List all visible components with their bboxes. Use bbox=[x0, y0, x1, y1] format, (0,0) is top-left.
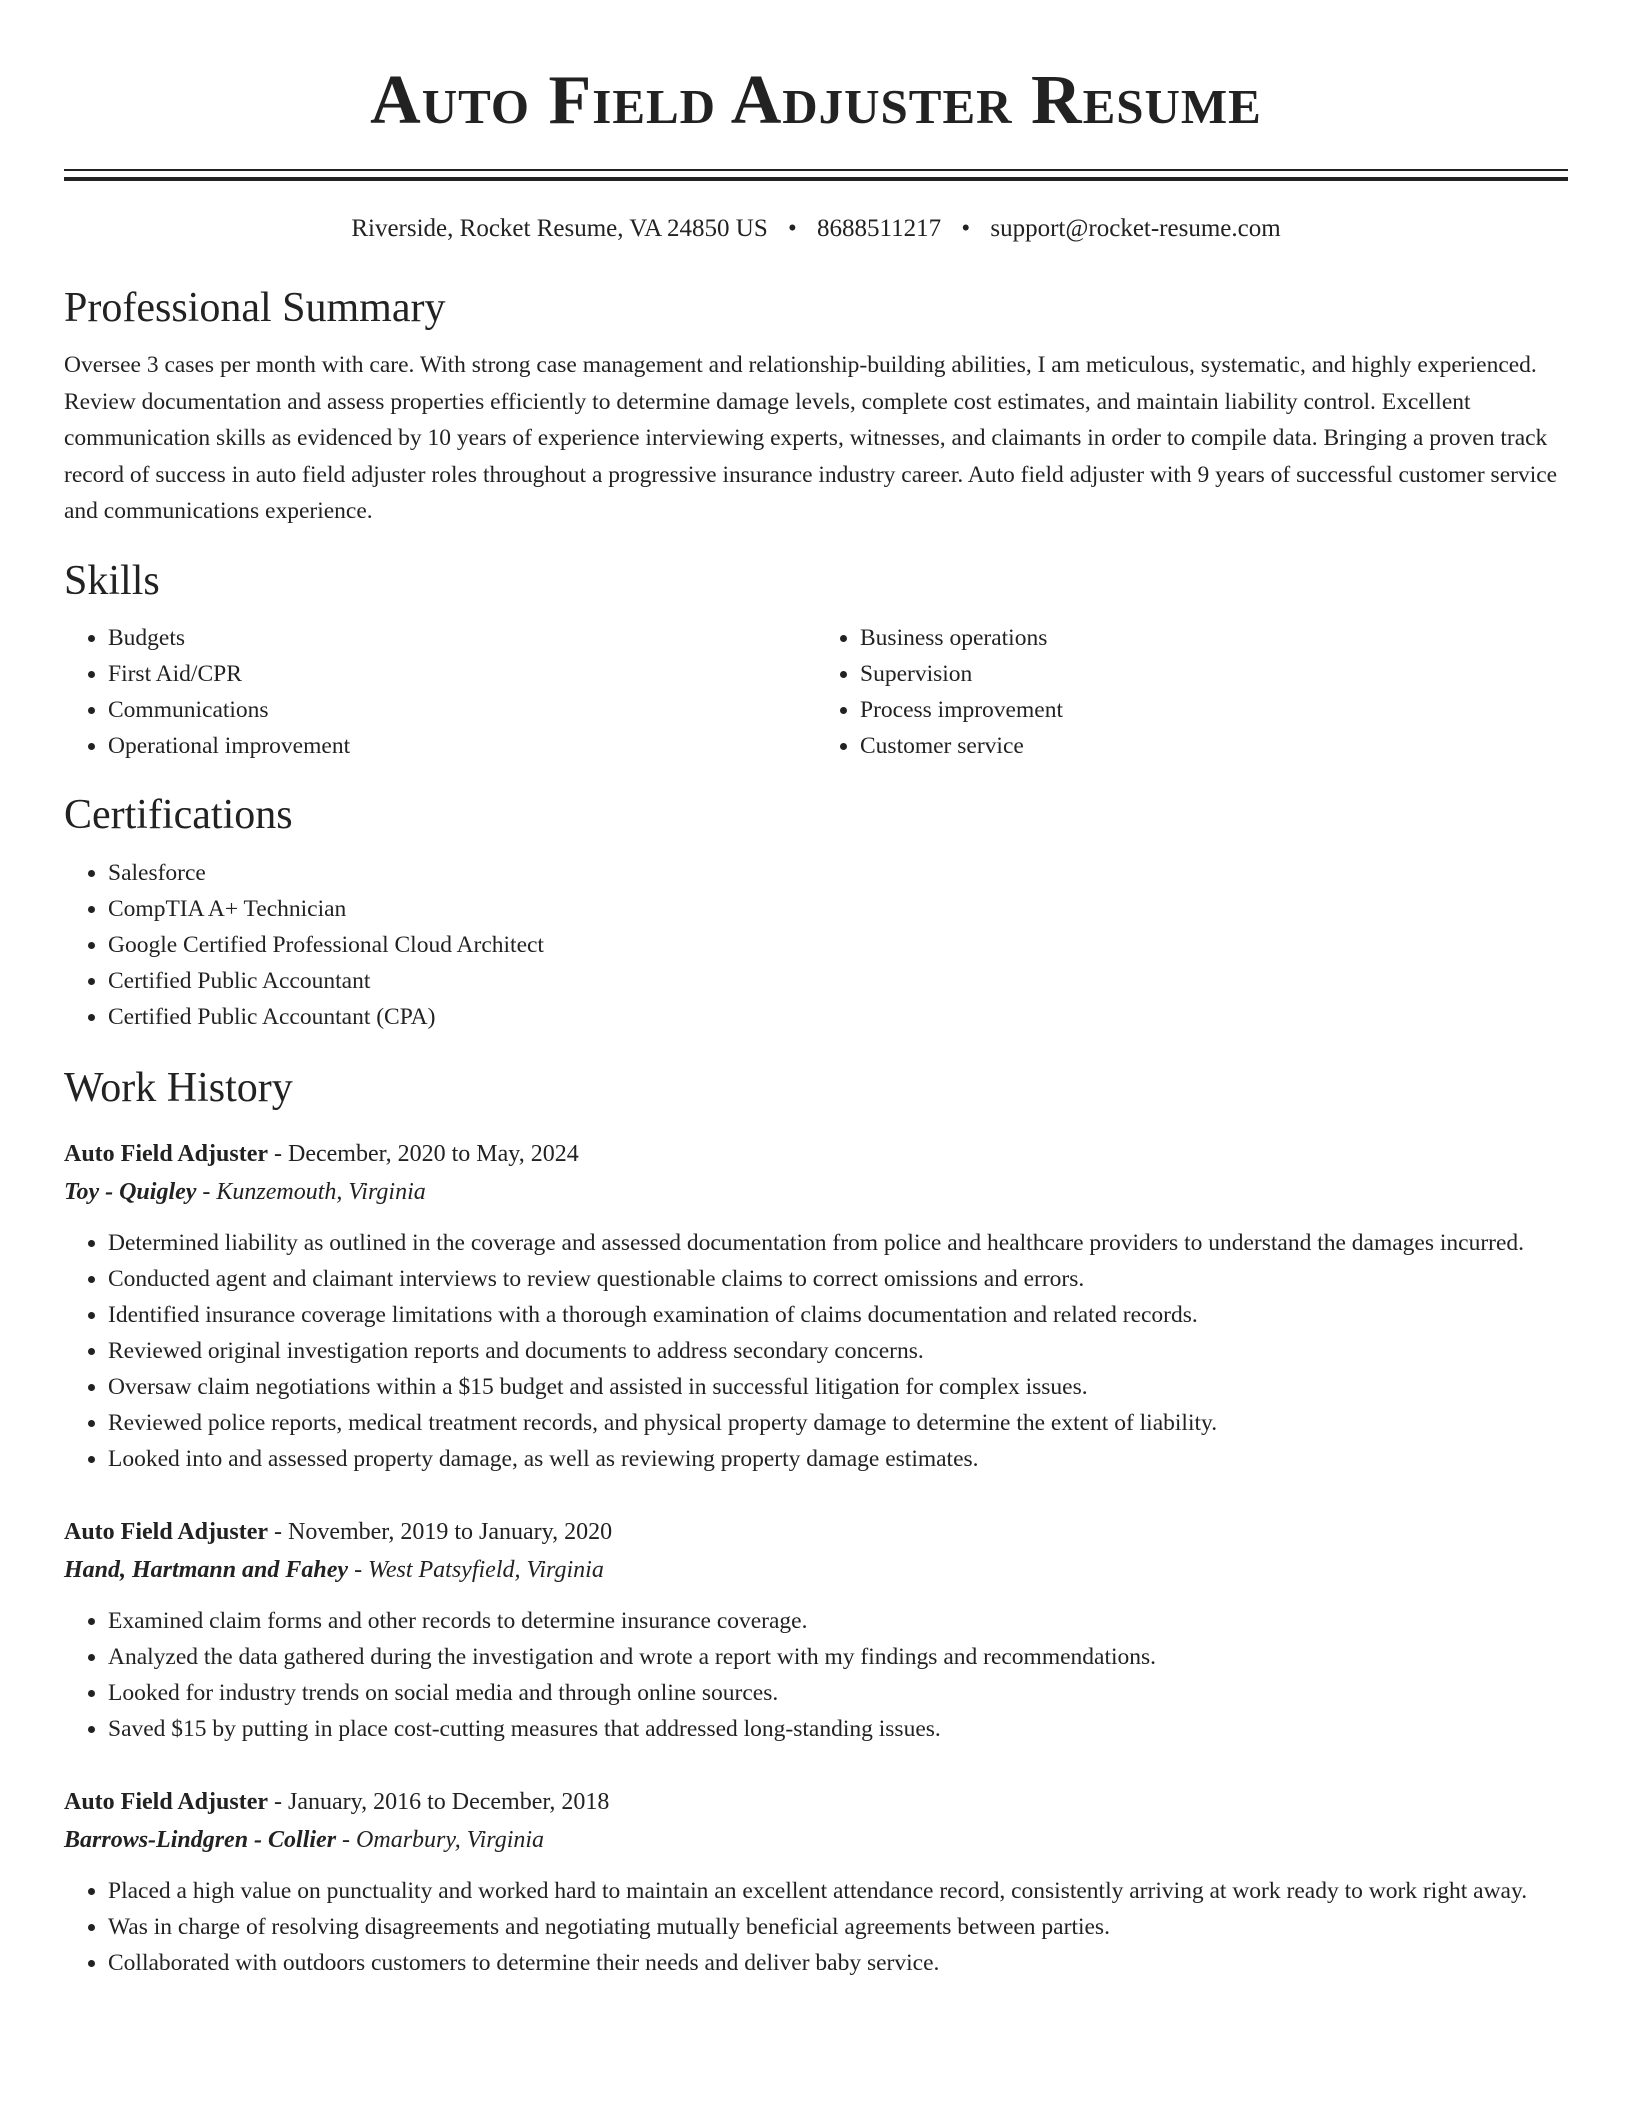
contact-separator: • bbox=[961, 215, 971, 242]
job-bullet: • Reviewed police reports, medical treatment records, and physical property damage to determine the extent of liability. bbox=[108, 1405, 1568, 1441]
certification-item: • Salesforce bbox=[108, 855, 1568, 891]
job-location: - Omarbury, Virginia bbox=[336, 1827, 545, 1854]
contact-separator: • bbox=[788, 215, 797, 242]
job-bullet: • Reviewed original investigation reports and documents to address secondary concerns. bbox=[108, 1333, 1568, 1369]
job-bullet: • Collaborated with outdoors customers to determine their needs and deliver baby service. bbox=[108, 1945, 1568, 1981]
summary-heading: Professional Summary bbox=[64, 285, 446, 331]
job-company: Barrows-Lindgren - Collier bbox=[64, 1827, 337, 1854]
job-company: Toy - Quigley bbox=[64, 1179, 197, 1206]
job-bullet: • Looked into and assessed property damage, as well as reviewing property damage estimates. bbox=[108, 1441, 1568, 1477]
job-entry bbox=[64, 1513, 1568, 1747]
skill-item: • Customer service bbox=[860, 728, 1568, 764]
skills-columns bbox=[64, 620, 1568, 764]
job-dates: - December, 2020 to May, 2024 bbox=[268, 1141, 579, 1168]
job-title-line bbox=[64, 1513, 1568, 1551]
title-divider bbox=[64, 169, 1568, 181]
skill-item: • Business operations bbox=[860, 620, 1568, 656]
certification-item: • CompTIA A+ Technician bbox=[108, 891, 1568, 927]
job-bullet: • Determined liability as outlined in the coverage and assessed documentation from police and healthcare providers to understand the damages incurred. bbox=[108, 1225, 1568, 1261]
job-bullet: • Was in charge of resolving disagreements and negotiating mutually beneficial agreements between parties. bbox=[108, 1909, 1568, 1945]
job-bullet: • Looked for industry trends on social media and through online sources. bbox=[108, 1675, 1568, 1711]
skills-heading: Skills bbox=[64, 557, 160, 604]
certification-item: • Certified Public Accountant bbox=[108, 963, 1568, 999]
job-title: Auto Field Adjuster bbox=[64, 1519, 268, 1546]
job-company: Hand, Hartmann and Fahey bbox=[64, 1557, 349, 1584]
page-title: Auto Field Adjuster Resume bbox=[370, 62, 1262, 139]
job-company-line bbox=[64, 1551, 1568, 1589]
job-bullet: • Saved $15 by putting in place cost-cutting measures that addressed long-standing issues. bbox=[108, 1711, 1568, 1747]
skill-item: • First Aid/CPR bbox=[108, 656, 816, 692]
skill-item: • Supervision bbox=[860, 656, 1568, 692]
certification-item: • Certified Public Accountant (CPA) bbox=[108, 999, 1568, 1035]
job-title: Auto Field Adjuster bbox=[64, 1141, 268, 1168]
job-location: - West Patsyfield, Virginia bbox=[348, 1557, 604, 1584]
skill-item: • Communications bbox=[108, 692, 816, 728]
job-bullet: • Identified insurance coverage limitations with a thorough examination of claims documentation and related records. bbox=[108, 1297, 1568, 1333]
skills-list-left bbox=[64, 620, 816, 764]
job-entry bbox=[64, 1783, 1568, 1981]
contact-address: Riverside, Rocket Resume, VA 24850 US bbox=[351, 215, 768, 242]
job-bullet: • Placed a high value on punctuality and worked hard to maintain an excellent attendance record, consistently arriving at work ready to work right away. bbox=[108, 1873, 1568, 1909]
certification-item: • Google Certified Professional Cloud Architect bbox=[108, 927, 1568, 963]
job-bullets bbox=[64, 1603, 1568, 1747]
job-bullet: • Examined claim forms and other records to determine insurance coverage. bbox=[108, 1603, 1568, 1639]
contact-email: support@rocket-resume.com bbox=[990, 215, 1281, 242]
job-bullets bbox=[64, 1225, 1568, 1477]
contact-line bbox=[64, 215, 1568, 243]
job-title: Auto Field Adjuster bbox=[64, 1789, 268, 1816]
job-title-line bbox=[64, 1783, 1568, 1821]
job-bullet: • Analyzed the data gathered during the investigation and wrote a report with my findings and recommendations. bbox=[108, 1639, 1568, 1675]
skill-item: • Operational improvement bbox=[108, 728, 816, 764]
summary-text: Oversee 3 cases per month with care. With strong case management and relationship-building abilities, I am meticulous, systematic, and highly experienced. Review documentation and assess properties efficiently to determine damage levels, complete cost estimates, and maintain liability control. Excellent communication skills as evidenced by 10 years of experience interviewing experts, witnesses, and claimants in order to compile data. Bringing a proven track record of success in auto field adjuster roles throughout a progressive insurance industry career. Auto field adjuster with 9 years of successful customer service and communications experience. bbox=[64, 352, 1558, 525]
job-bullets bbox=[64, 1873, 1568, 1981]
job-bullet: • Oversaw claim negotiations within a $15 budget and assisted in successful litigation for complex issues. bbox=[108, 1369, 1568, 1405]
job-dates: - January, 2016 to December, 2018 bbox=[268, 1789, 610, 1816]
skill-item: • Budgets bbox=[108, 620, 816, 656]
skill-item: • Process improvement bbox=[860, 692, 1568, 728]
job-dates: - November, 2019 to January, 2020 bbox=[268, 1519, 613, 1546]
job-entry bbox=[64, 1135, 1568, 1477]
job-title-line bbox=[64, 1135, 1568, 1173]
work-history-heading: Work History bbox=[64, 1064, 293, 1111]
job-bullet: • Conducted agent and claimant interviews to review questionable claims to correct omissions and errors. bbox=[108, 1261, 1568, 1297]
skills-list-right bbox=[816, 620, 1568, 764]
job-company-line bbox=[64, 1173, 1568, 1211]
certifications-list bbox=[64, 855, 1568, 1035]
job-company-line bbox=[64, 1821, 1568, 1859]
job-location: - Kunzemouth, Virginia bbox=[196, 1179, 426, 1206]
certifications-heading: Certifications bbox=[64, 792, 293, 839]
contact-phone: 8688511217 bbox=[817, 215, 942, 242]
